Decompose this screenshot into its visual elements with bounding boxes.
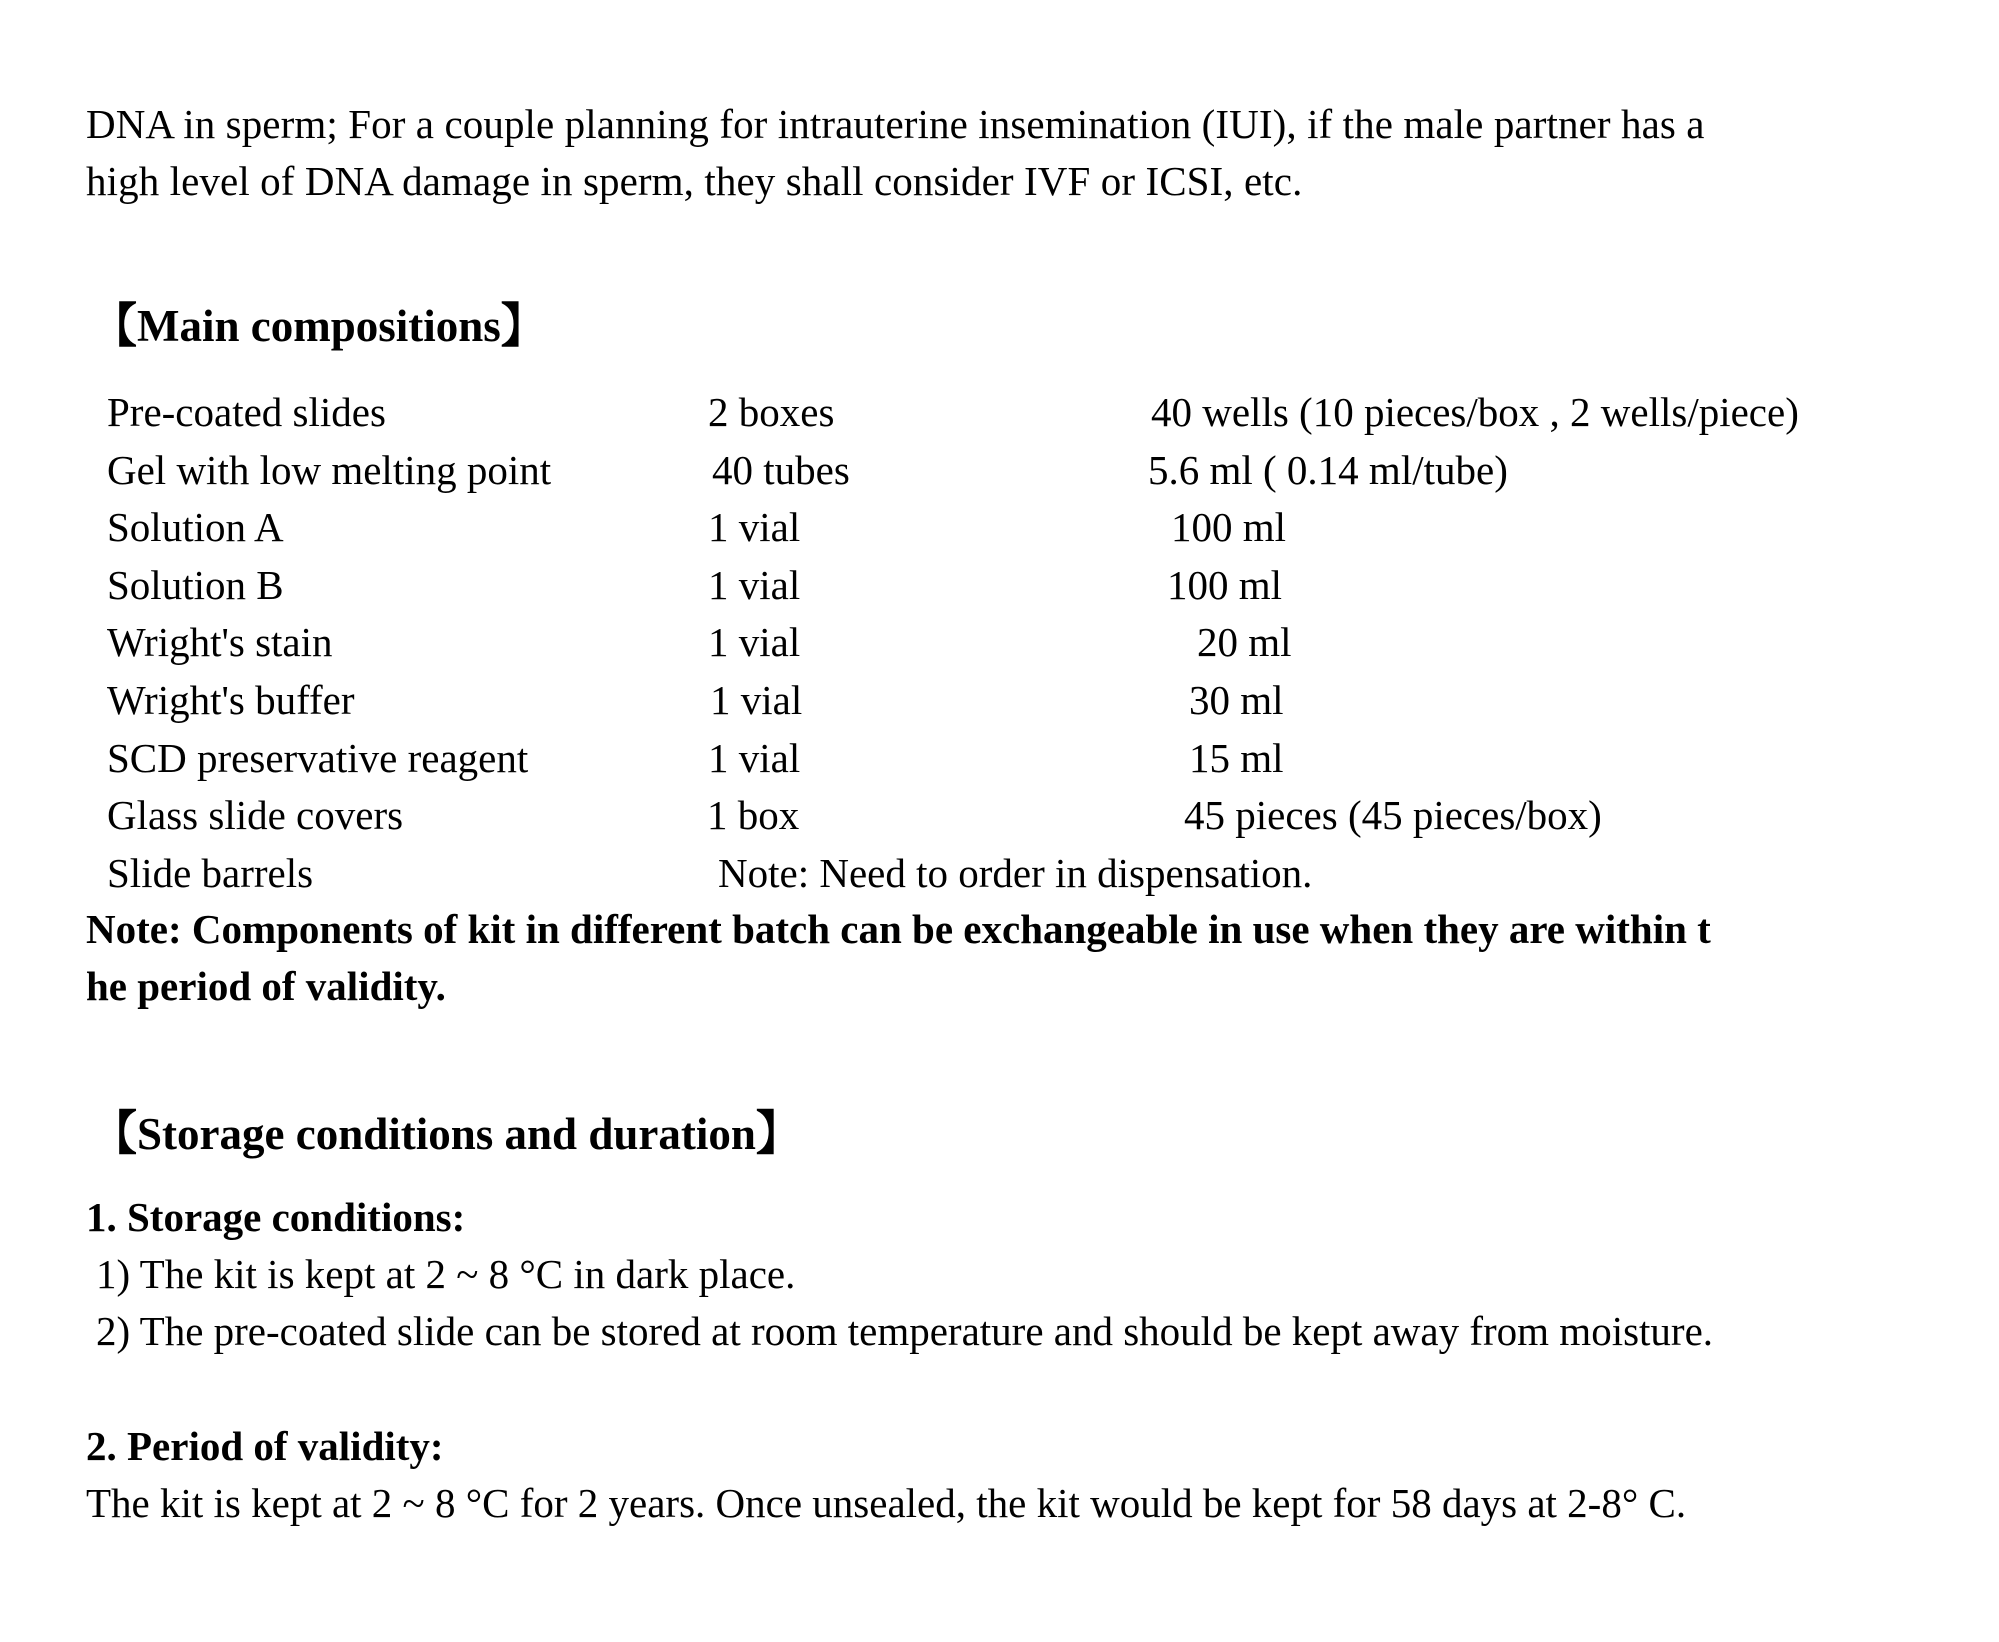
component-quantity: 1 vial — [708, 734, 801, 781]
component-volume: 100 ml — [1171, 504, 1287, 551]
main-compositions-heading — [92, 298, 546, 354]
heading-text: Main compositions — [137, 301, 501, 351]
component-volume: 100 ml — [1167, 561, 1283, 608]
component-name: Wright's buffer — [107, 676, 355, 723]
component-name: Solution A — [107, 504, 284, 551]
bracket-open: 【 — [92, 299, 138, 353]
component-name: Wright's stain — [107, 619, 333, 666]
component-quantity: 1 vial — [708, 561, 801, 608]
component-quantity: 2 boxes — [708, 389, 835, 435]
component-quantity: 40 tubes — [712, 446, 850, 493]
component-volume: 5.6 ml ( 0.14 ml/tube) — [1148, 446, 1508, 493]
heading-text: Storage conditions and duration — [137, 1109, 756, 1159]
component-note: Note: Need to order in dispensation. — [718, 849, 1313, 896]
bracket-close: 】 — [755, 1107, 801, 1161]
component-volume: 15 ml — [1189, 734, 1284, 781]
component-volume: 20 ml — [1197, 619, 1292, 666]
intro-line: DNA in sperm; For a couple planning for intrauterine insemination (IUI), if the male partner has a — [86, 101, 1705, 147]
component-name: Slide barrels — [107, 849, 314, 896]
intro-paragraph — [86, 96, 1916, 210]
batch-exchange-note — [86, 901, 1916, 1015]
component-volume: 40 wells (10 pieces/box , 2 wells/piece) — [1151, 389, 1799, 435]
storage-heading — [92, 1106, 801, 1162]
bracket-open: 【 — [92, 1107, 138, 1161]
storage-condition-item: 1) The kit is kept at 2 ~ 8 °C in dark place. — [96, 1251, 796, 1297]
bracket-close: 】 — [500, 299, 546, 353]
storage-condition-item: 2) The pre-coated slide can be stored at room temperature and should be kept away from moisture. — [96, 1308, 1714, 1354]
storage-conditions-subheading: 1. Storage conditions: — [86, 1194, 466, 1240]
component-name: Glass slide covers — [107, 792, 404, 839]
component-quantity: 1 box — [707, 792, 800, 839]
component-quantity: 1 vial — [710, 676, 803, 723]
note-line: he period of validity. — [86, 963, 446, 1009]
component-name: Gel with low melting point — [107, 446, 552, 493]
component-volume: 30 ml — [1189, 676, 1284, 723]
component-quantity: 1 vial — [708, 504, 801, 551]
validity-text: The kit is kept at 2 ~ 8 °C for 2 years. Once unsealed, the kit would be kept for 58 days at 2-8° C. — [86, 1480, 1687, 1526]
component-volume: 45 pieces (45 pieces/box) — [1184, 792, 1602, 839]
component-name: SCD preservative reagent — [107, 734, 529, 781]
component-name: Pre-coated slides — [107, 389, 386, 435]
intro-line: high level of DNA damage in sperm, they shall consider IVF or ICSI, etc. — [86, 158, 1303, 204]
note-line: Note: Components of kit in different batch can be exchangeable in use when they are within t — [86, 906, 1711, 952]
validity-subheading: 2. Period of validity: — [86, 1423, 444, 1469]
component-name: Solution B — [107, 561, 284, 608]
component-quantity: 1 vial — [708, 619, 801, 666]
